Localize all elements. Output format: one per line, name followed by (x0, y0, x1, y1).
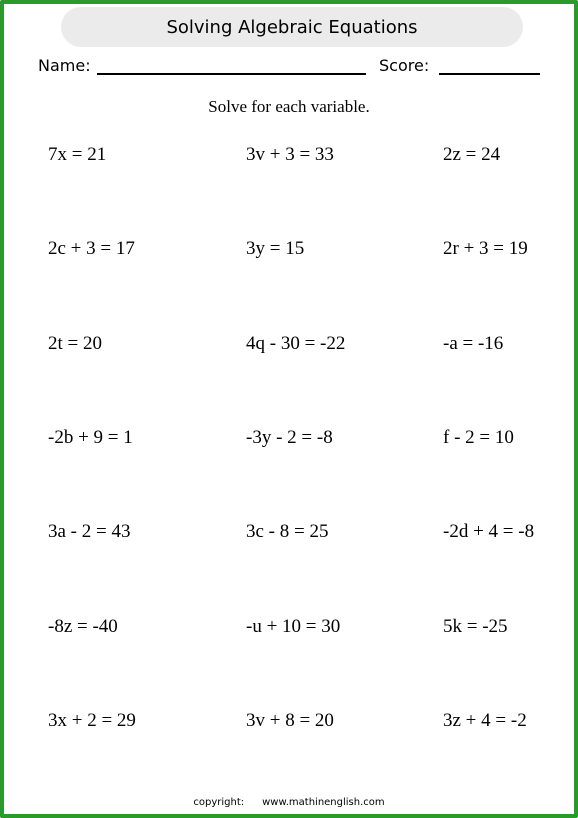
equation: 3y = 15 (246, 238, 305, 259)
worksheet-title: Solving Algebraic Equations (166, 16, 418, 38)
equation: -2d + 4 = -8 (443, 521, 535, 542)
copyright-footer (0, 797, 578, 808)
equation: -u + 10 = 30 (246, 616, 341, 637)
equation: 3x + 2 = 29 (48, 710, 136, 731)
equation: 3v + 3 = 33 (246, 144, 334, 165)
equation: -2b + 9 = 1 (48, 427, 133, 448)
equation: 3z + 4 = -2 (443, 710, 527, 731)
equation: 3c - 8 = 25 (246, 521, 329, 542)
website-link[interactable]: www.mathinenglish.com (262, 797, 385, 808)
name-label: Name: (38, 56, 91, 75)
equation: 4q - 30 = -22 (246, 333, 346, 354)
equation: -3y - 2 = -8 (246, 427, 333, 448)
equation: 2r + 3 = 19 (443, 238, 528, 259)
score-label: Score: (379, 56, 430, 75)
equation: -a = -16 (443, 333, 504, 354)
equation: 5k = -25 (443, 616, 508, 637)
instructions: Solve for each variable. (208, 97, 370, 116)
equation: 2z = 24 (443, 144, 501, 165)
equation: f - 2 = 10 (443, 427, 514, 448)
equation: 2c + 3 = 17 (48, 238, 135, 259)
copyright-label: copyright: (193, 797, 245, 808)
equation: -8z = -40 (48, 616, 118, 637)
equation: 7x = 21 (48, 144, 107, 165)
equation: 2t = 20 (48, 333, 102, 354)
equation: 3a - 2 = 43 (48, 521, 131, 542)
equation: 3v + 8 = 20 (246, 710, 334, 731)
